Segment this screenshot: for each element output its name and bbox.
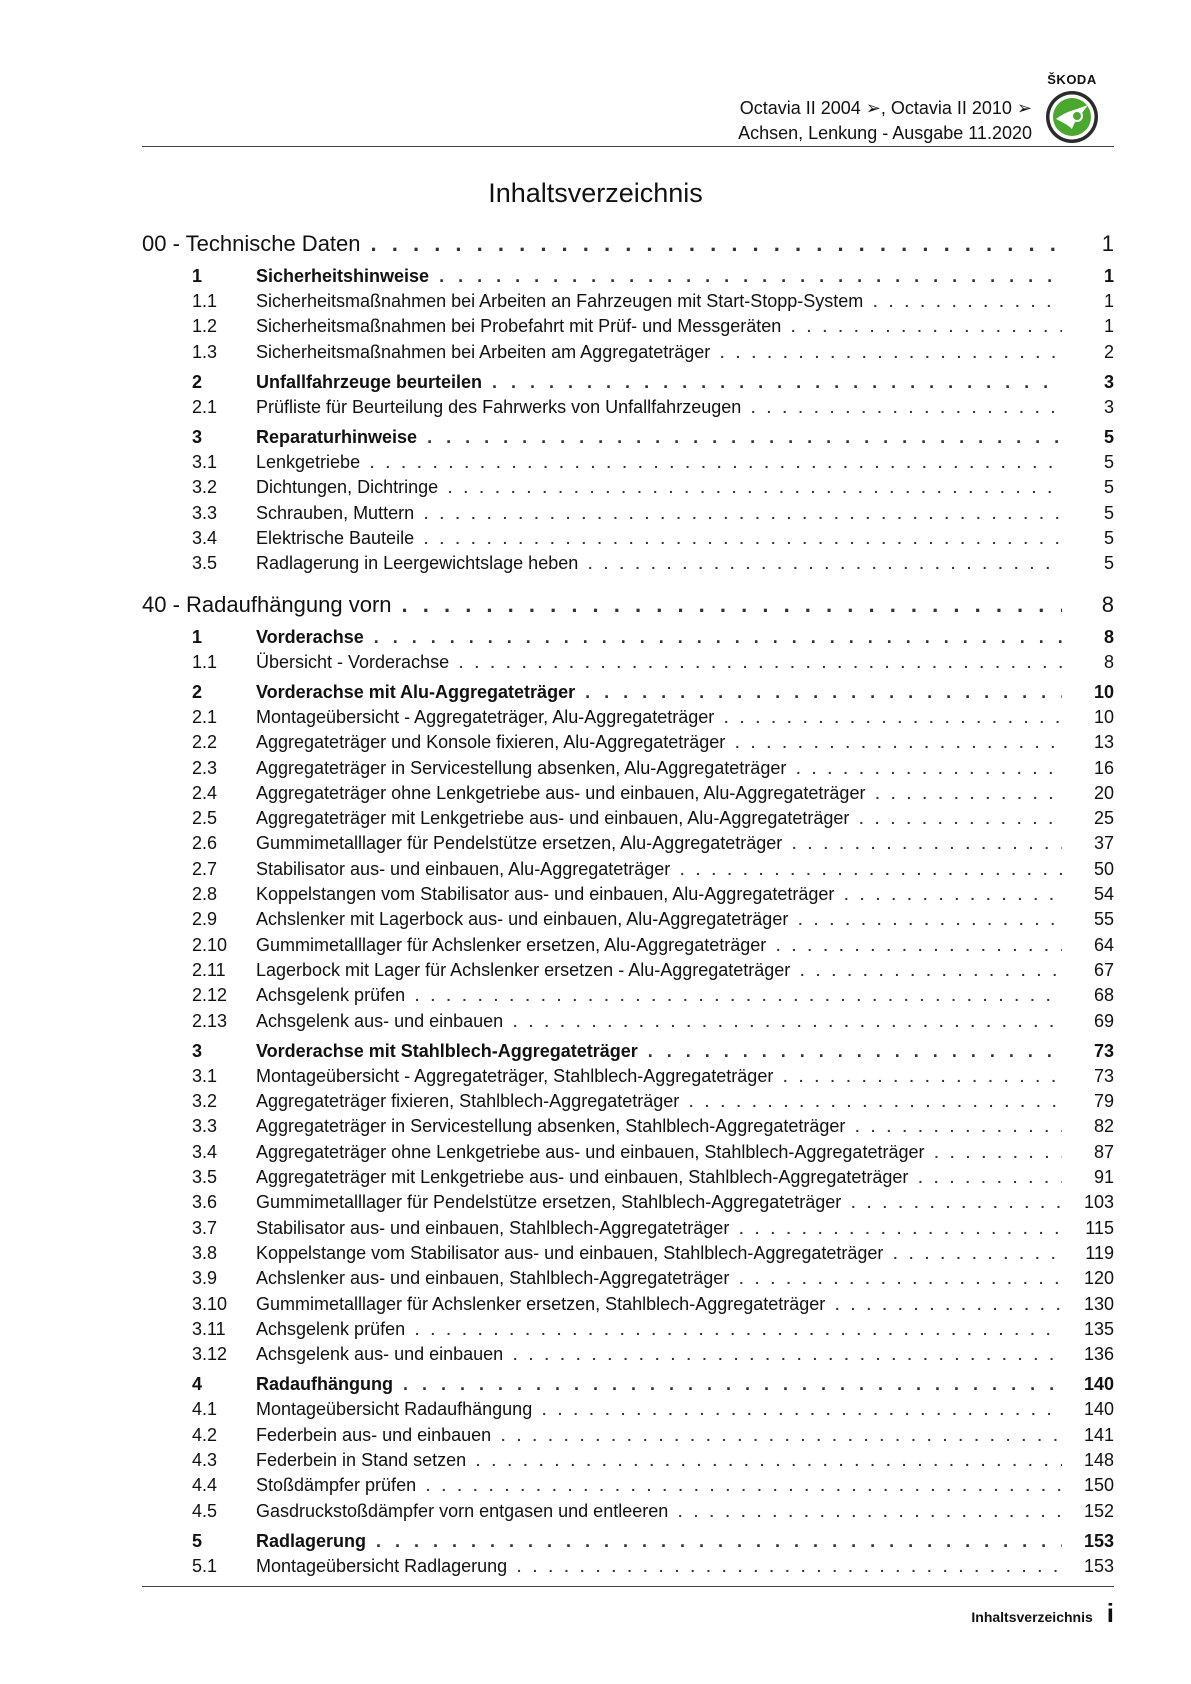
toc-entry-title: Achsgelenk aus- und einbauen xyxy=(256,1010,504,1031)
toc-entry-title: Achsgelenk prüfen xyxy=(256,1318,406,1339)
toc-dot-leader xyxy=(403,1371,1062,1397)
toc-entry-title: Sicherheitshinweise xyxy=(256,266,430,286)
toc-entry-sub[interactable] xyxy=(142,395,1114,420)
toc-entry-number: 3.4 xyxy=(192,528,218,549)
toc-entry-title: Gasdruckstoßdämpfer vorn entgasen und entleeren xyxy=(256,1500,669,1521)
toc-dot-leader xyxy=(873,290,1062,315)
toc-entry-title: Montageübersicht - Aggregateträger, Alu-Aggregateträger xyxy=(256,706,715,727)
toc-entry-page: 2 xyxy=(1103,341,1114,362)
toc-entry-page: 37 xyxy=(1093,833,1114,854)
toc-entry-sub[interactable] xyxy=(142,958,1114,983)
toc-entry-title: 00 - Technische Daten xyxy=(142,231,361,256)
footer-page-number: i xyxy=(1106,1598,1114,1628)
toc-entry-title: Elektrische Bauteile xyxy=(256,528,415,549)
toc-entry-number: 3.10 xyxy=(192,1293,228,1314)
toc-entry-number: 2.1 xyxy=(192,706,218,727)
toc-entry-title: Dichtungen, Dichtringe xyxy=(256,477,439,498)
toc-entry-section[interactable] xyxy=(142,424,1114,450)
toc-entry-page: 140 xyxy=(1083,1374,1114,1395)
toc-entry-title: Achslenker mit Lagerbock aus- und einbauen, Alu-Aggregateträger xyxy=(256,909,789,930)
toc-dot-leader xyxy=(796,757,1062,782)
toc-entry-number: 1.1 xyxy=(192,291,218,311)
toc-entry-title: Aggregateträger und Konsole fixieren, Alu-Aggregateträger xyxy=(256,732,726,753)
toc-entry-title: Sicherheitsmaßnahmen bei Probefahrt mit Prüf- und Messgeräten xyxy=(256,316,782,337)
toc-entry-number: 3.3 xyxy=(192,1116,218,1137)
toc-entry-title: Radlagerung xyxy=(256,1530,367,1551)
toc-dot-leader xyxy=(751,396,1062,421)
toc-dot-leader xyxy=(855,1115,1062,1140)
toc-entry-number: 3 xyxy=(192,427,203,448)
page-header xyxy=(142,62,1114,148)
toc-entry-page: 73 xyxy=(1093,1040,1114,1061)
toc-entry-sub[interactable] xyxy=(142,857,1114,882)
toc-entry-title: Aggregateträger mit Lenkgetriebe aus- und einbauen, Alu-Aggregateträger xyxy=(256,808,850,829)
toc-entry-title: Aggregateträger mit Lenkgetriebe aus- und einbauen, Stahlblech-Aggregateträger xyxy=(256,1167,909,1188)
toc-entry-title: Vorderachse mit Stahlblech-Aggregateträger xyxy=(256,1040,638,1061)
toc-entry-sub[interactable] xyxy=(142,526,1114,551)
toc-entry-sub[interactable] xyxy=(142,907,1114,932)
toc-entry-number: 3.2 xyxy=(192,477,218,498)
toc-entry-page: 5 xyxy=(1103,427,1114,448)
toc-entry-sub[interactable] xyxy=(142,730,1114,755)
page-footer xyxy=(971,1598,1114,1629)
toc-dot-leader xyxy=(859,807,1062,832)
toc-entry-sub[interactable] xyxy=(142,289,1114,314)
toc-dot-leader xyxy=(585,679,1062,705)
toc-entry-title: Montageübersicht Radlagerung xyxy=(256,1555,508,1576)
toc-entry-sub[interactable] xyxy=(142,475,1114,500)
toc-entry-number: 2.13 xyxy=(192,1010,228,1031)
toc-entry-section[interactable] xyxy=(142,679,1114,705)
toc-entry-sub[interactable] xyxy=(142,983,1114,1008)
toc-entry-title: Montageübersicht - Aggregateträger, Stahlblech-Aggregateträger xyxy=(256,1065,774,1086)
toc-dot-leader xyxy=(415,1318,1062,1343)
toc-entry-page: 8 xyxy=(1103,651,1114,672)
toc-entry-page: 5 xyxy=(1103,528,1114,549)
toc-entry-number: 4.5 xyxy=(192,1500,218,1521)
toc-dot-leader xyxy=(835,1293,1062,1318)
toc-entry-page: 50 xyxy=(1093,858,1114,879)
toc-entry-number: 3.11 xyxy=(192,1318,226,1339)
toc-entry-sub[interactable] xyxy=(142,831,1114,856)
toc-entry-number: 3.3 xyxy=(192,502,218,523)
toc-entry-sub[interactable] xyxy=(142,806,1114,831)
toc-dot-leader xyxy=(501,1424,1062,1449)
toc-dot-leader xyxy=(893,1242,1062,1267)
toc-dot-leader xyxy=(798,908,1062,933)
toc-dot-leader xyxy=(875,782,1062,807)
toc-entry-number: 3.6 xyxy=(192,1192,218,1213)
toc-entry-title: Gummimetalllager für Pendelstütze ersetzen, Alu-Aggregateträger xyxy=(256,833,783,854)
toc-dot-leader xyxy=(851,1191,1062,1216)
toc-entry-number: 3.5 xyxy=(192,553,218,574)
toc-dot-leader xyxy=(689,1090,1062,1115)
toc-entry-number: 1.3 xyxy=(192,341,218,362)
toc-dot-leader xyxy=(724,706,1062,731)
table-of-contents xyxy=(142,228,1114,1579)
toc-entry-page: 10 xyxy=(1093,706,1114,727)
toc-dot-leader xyxy=(792,832,1062,857)
toc-entry-page: 82 xyxy=(1093,1116,1114,1137)
toc-entry-sub[interactable] xyxy=(142,1241,1114,1266)
toc-entry-number: 3.9 xyxy=(192,1268,218,1289)
toc-entry-sub[interactable] xyxy=(142,933,1114,958)
toc-entry-number: 2.12 xyxy=(192,985,228,1006)
toc-dot-leader xyxy=(517,1555,1062,1580)
toc-entry-page: 153 xyxy=(1083,1530,1114,1551)
toc-entry-number: 2.5 xyxy=(192,808,218,829)
toc-entry-page: 3 xyxy=(1103,371,1114,392)
toc-dot-leader xyxy=(800,959,1062,984)
toc-entry-title: Sicherheitsmaßnahmen bei Arbeiten am Aggregateträger xyxy=(256,341,711,362)
toc-entry-page: 79 xyxy=(1093,1091,1114,1112)
toc-entry-number: 5.1 xyxy=(192,1555,218,1576)
toc-dot-leader xyxy=(739,1217,1062,1242)
toc-entry-page: 1 xyxy=(1103,266,1114,286)
header-model-line: Octavia II 2004 ➢, Octavia II 2010 ➢ xyxy=(739,98,1032,118)
toc-entry-sub[interactable] xyxy=(142,450,1114,475)
toc-entry-page: 64 xyxy=(1093,934,1114,955)
toc-entry-title: Lenkgetriebe xyxy=(256,452,361,473)
toc-entry-section[interactable] xyxy=(142,1038,1114,1064)
toc-entry-number: 2.4 xyxy=(192,782,218,803)
toc-entry-number: 4.1 xyxy=(192,1399,218,1420)
page-title: Inhaltsverzeichnis xyxy=(488,178,703,209)
toc-entry-title: Sicherheitsmaßnahmen bei Arbeiten an Fahrzeugen mit Start-Stopp-System xyxy=(256,291,864,311)
brand-wordmark: ŠKODA xyxy=(1047,72,1097,87)
toc-entry-page: 1 xyxy=(1101,231,1114,256)
toc-entry-title: Aggregateträger ohne Lenkgetriebe aus- und einbauen, Alu-Aggregateträger xyxy=(256,782,866,803)
toc-entry-number: 1.1 xyxy=(192,651,218,672)
toc-dot-leader xyxy=(542,1398,1062,1423)
toc-dot-leader xyxy=(476,1449,1062,1474)
toc-entry-sub[interactable] xyxy=(142,1448,1114,1473)
toc-entry-number: 2 xyxy=(192,681,203,702)
toc-entry-number: 1 xyxy=(192,626,203,647)
toc-dot-leader xyxy=(783,1065,1062,1090)
toc-entry-sub[interactable] xyxy=(142,340,1114,365)
toc-entry-sub[interactable] xyxy=(142,1089,1114,1114)
toc-entry-sub[interactable] xyxy=(142,1499,1114,1524)
toc-dot-leader xyxy=(844,883,1062,908)
skoda-logo-icon xyxy=(1044,89,1100,145)
toc-entry-page: 68 xyxy=(1093,985,1114,1006)
footer-divider xyxy=(142,1586,1114,1587)
toc-entry-page: 150 xyxy=(1083,1475,1114,1496)
toc-dot-leader xyxy=(720,341,1062,366)
toc-dot-leader xyxy=(513,1010,1062,1035)
toc-dot-leader xyxy=(791,315,1062,340)
toc-entry-title: Achsgelenk aus- und einbauen xyxy=(256,1344,504,1365)
toc-entry-number: 2.2 xyxy=(192,732,218,753)
toc-entry-page: 1 xyxy=(1103,291,1114,311)
toc-entry-title: Schrauben, Muttern xyxy=(256,502,415,523)
toc-entry-title: Stabilisator aus- und einbauen, Stahlblech-Aggregateträger xyxy=(256,1217,730,1238)
toc-entry-page: 130 xyxy=(1083,1293,1114,1314)
toc-entry-page: 5 xyxy=(1103,502,1114,523)
toc-entry-page: 1 xyxy=(1103,316,1114,337)
toc-entry-sub[interactable] xyxy=(142,1397,1114,1422)
toc-entry-title: Radlagerung in Leergewichtslage heben xyxy=(256,553,579,574)
toc-entry-title: 40 - Radaufhängung vorn xyxy=(142,591,392,617)
toc-dot-leader xyxy=(513,1343,1062,1368)
toc-entry-number: 3.12 xyxy=(192,1344,228,1365)
toc-entry-title: Koppelstangen vom Stabilisator aus- und einbauen, Alu-Aggregateträger xyxy=(256,884,835,905)
toc-dot-leader xyxy=(371,228,1062,259)
toc-entry-title: Vorderachse mit Alu-Aggregateträger xyxy=(256,681,576,702)
toc-entry-number: 1 xyxy=(192,266,203,286)
toc-entry-sub[interactable] xyxy=(142,882,1114,907)
toc-entry-page: 153 xyxy=(1083,1555,1114,1576)
toc-entry-number: 2.7 xyxy=(192,858,218,879)
header-divider xyxy=(142,146,1114,147)
toc-dot-leader xyxy=(370,451,1062,476)
toc-dot-leader xyxy=(680,858,1062,883)
toc-entry-chapter[interactable] xyxy=(142,228,1114,259)
toc-dot-leader xyxy=(648,1038,1062,1064)
toc-entry-chapter[interactable] xyxy=(142,589,1114,620)
toc-entry-page: 25 xyxy=(1093,808,1114,829)
toc-entry-number: 2.3 xyxy=(192,757,218,778)
toc-entry-sub[interactable] xyxy=(142,756,1114,781)
toc-entry-number: 3 xyxy=(192,1040,203,1061)
toc-entry-number: 3.1 xyxy=(192,1065,218,1086)
toc-entry-title: Stoßdämpfer prüfen xyxy=(256,1475,417,1496)
toc-entry-title: Aggregateträger in Servicestellung absenken, Stahlblech-Aggregateträger xyxy=(256,1116,846,1137)
toc-entry-number: 2.11 xyxy=(192,959,226,980)
toc-dot-leader xyxy=(439,263,1062,289)
toc-entry-sub[interactable] xyxy=(142,1114,1114,1139)
toc-entry-page: 103 xyxy=(1083,1192,1114,1213)
toc-dot-leader xyxy=(402,589,1062,620)
toc-entry-number: 2.8 xyxy=(192,884,218,905)
toc-entry-page: 140 xyxy=(1083,1399,1114,1420)
toc-dot-leader xyxy=(735,731,1062,756)
toc-entry-sub[interactable] xyxy=(142,1165,1114,1190)
toc-entry-page: 73 xyxy=(1093,1065,1114,1086)
toc-entry-sub[interactable] xyxy=(142,1292,1114,1317)
toc-dot-leader xyxy=(934,1141,1062,1166)
toc-entry-title: Vorderachse xyxy=(256,626,364,647)
toc-entry-number: 2.9 xyxy=(192,909,218,930)
toc-entry-sub[interactable] xyxy=(142,1009,1114,1034)
toc-entry-page: 5 xyxy=(1103,477,1114,498)
toc-entry-page: 136 xyxy=(1083,1344,1114,1365)
toc-entry-number: 4 xyxy=(192,1374,203,1395)
toc-entry-page: 141 xyxy=(1083,1424,1114,1445)
toc-entry-page: 5 xyxy=(1103,553,1114,574)
toc-entry-sub[interactable] xyxy=(142,501,1114,526)
toc-entry-sub[interactable] xyxy=(142,1190,1114,1215)
toc-entry-number: 1.2 xyxy=(192,316,218,337)
toc-dot-leader xyxy=(918,1166,1062,1191)
toc-dot-leader xyxy=(427,424,1062,450)
toc-entry-sub[interactable] xyxy=(142,781,1114,806)
toc-entry-sub[interactable] xyxy=(142,1140,1114,1165)
toc-entry-title: Stabilisator aus- und einbauen, Alu-Aggregateträger xyxy=(256,858,671,879)
toc-entry-title: Gummimetalllager für Achslenker ersetzen, Alu-Aggregateträger xyxy=(256,934,767,955)
toc-dot-leader xyxy=(426,1474,1062,1499)
footer-label: Inhaltsverzeichnis xyxy=(971,1609,1093,1625)
toc-entry-page: 20 xyxy=(1093,782,1114,803)
toc-entry-title: Koppelstange vom Stabilisator aus- und einbauen, Stahlblech-Aggregateträger xyxy=(256,1242,884,1263)
toc-entry-title: Gummimetalllager für Pendelstütze ersetzen, Stahlblech-Aggregateträger xyxy=(256,1192,842,1213)
toc-entry-title: Übersicht - Vorderachse xyxy=(256,651,450,672)
toc-entry-title: Lagerbock mit Lager für Achslenker ersetzen - Alu-Aggregateträger xyxy=(256,959,791,980)
toc-entry-page: 67 xyxy=(1093,959,1114,980)
toc-entry-sub[interactable] xyxy=(142,1423,1114,1448)
toc-entry-title: Prüfliste für Beurteilung des Fahrwerks von Unfallfahrzeugen xyxy=(256,396,742,417)
toc-entry-page: 148 xyxy=(1083,1449,1114,1470)
toc-entry-sub[interactable] xyxy=(142,1473,1114,1498)
toc-dot-leader xyxy=(424,527,1062,552)
toc-entry-title: Aggregateträger fixieren, Stahlblech-Aggregateträger xyxy=(256,1091,680,1112)
toc-entry-page: 69 xyxy=(1093,1010,1114,1031)
header-edition-line: Achsen, Lenkung - Ausgabe 11.2020 xyxy=(738,123,1032,143)
toc-entry-sub[interactable] xyxy=(142,551,1114,576)
toc-entry-title: Federbein in Stand setzen xyxy=(256,1449,467,1470)
toc-entry-sub[interactable] xyxy=(142,1216,1114,1241)
toc-entry-title: Aggregateträger in Servicestellung absenken, Alu-Aggregateträger xyxy=(256,757,787,778)
toc-entry-number: 2 xyxy=(192,371,203,392)
header-text xyxy=(738,96,1032,146)
toc-entry-number: 2.1 xyxy=(192,396,218,417)
toc-entry-section[interactable] xyxy=(142,1528,1114,1554)
toc-entry-title: Gummimetalllager für Achslenker ersetzen, Stahlblech-Aggregateträger xyxy=(256,1293,826,1314)
toc-dot-leader xyxy=(678,1500,1062,1525)
toc-entry-title: Aggregateträger ohne Lenkgetriebe aus- und einbauen, Stahlblech-Aggregateträger xyxy=(256,1141,925,1162)
toc-entry-number: 4.4 xyxy=(192,1475,218,1496)
toc-entry-section[interactable] xyxy=(142,263,1114,289)
toc-entry-number: 3.5 xyxy=(192,1167,218,1188)
toc-entry-page: 5 xyxy=(1103,452,1114,473)
toc-dot-leader xyxy=(776,934,1062,959)
toc-entry-title: Achslenker aus- und einbauen, Stahlblech-Aggregateträger xyxy=(256,1268,730,1289)
toc-entry-sub[interactable] xyxy=(142,1266,1114,1291)
toc-entry-page: 91 xyxy=(1093,1167,1114,1188)
toc-entry-number: 4.2 xyxy=(192,1424,218,1445)
toc-entry-sub[interactable] xyxy=(142,1554,1114,1579)
toc-entry-number: 3.2 xyxy=(192,1091,218,1112)
toc-entry-number: 5 xyxy=(192,1530,203,1551)
toc-entry-number: 2.6 xyxy=(192,833,218,854)
toc-entry-number: 3.4 xyxy=(192,1141,218,1162)
toc-entry-sub[interactable] xyxy=(142,1064,1114,1089)
toc-dot-leader xyxy=(424,502,1062,527)
toc-entry-page: 119 xyxy=(1085,1242,1114,1263)
toc-entry-number: 3.7 xyxy=(192,1217,218,1238)
toc-entry-number: 4.3 xyxy=(192,1449,218,1470)
toc-entry-number: 3.8 xyxy=(192,1242,218,1263)
toc-entry-title: Federbein aus- und einbauen xyxy=(256,1424,492,1445)
toc-entry-page: 8 xyxy=(1103,626,1114,647)
toc-entry-page: 10 xyxy=(1093,681,1114,702)
toc-entry-page: 54 xyxy=(1093,884,1114,905)
toc-entry-sub[interactable] xyxy=(142,314,1114,339)
toc-entry-page: 135 xyxy=(1083,1318,1114,1339)
toc-entry-section[interactable] xyxy=(142,1371,1114,1397)
toc-entry-page: 13 xyxy=(1093,732,1114,753)
toc-entry-sub[interactable] xyxy=(142,1342,1114,1367)
toc-dot-leader xyxy=(492,369,1062,395)
toc-dot-leader xyxy=(588,552,1062,577)
toc-entry-page: 152 xyxy=(1083,1500,1114,1521)
toc-entry-page: 115 xyxy=(1085,1217,1114,1238)
toc-entry-section[interactable] xyxy=(142,369,1114,395)
toc-entry-number: 2.10 xyxy=(192,934,228,955)
toc-entry-title: Radaufhängung xyxy=(256,1374,393,1395)
toc-dot-leader xyxy=(739,1267,1062,1292)
toc-entry-number: 3.1 xyxy=(192,452,218,473)
toc-dot-leader xyxy=(376,1528,1062,1554)
toc-entry-page: 87 xyxy=(1093,1141,1114,1162)
toc-entry-sub[interactable] xyxy=(142,705,1114,730)
toc-entry-page: 3 xyxy=(1103,396,1114,417)
toc-dot-leader xyxy=(459,651,1062,676)
toc-dot-leader xyxy=(415,984,1062,1009)
toc-entry-sub[interactable] xyxy=(142,650,1114,675)
toc-entry-page: 8 xyxy=(1101,591,1114,617)
toc-entry-section[interactable] xyxy=(142,624,1114,650)
toc-entry-title: Reparaturhinweise xyxy=(256,427,418,448)
toc-entry-sub[interactable] xyxy=(142,1317,1114,1342)
toc-entry-page: 16 xyxy=(1093,757,1114,778)
toc-entry-page: 55 xyxy=(1093,909,1114,930)
toc-entry-title: Unfallfahrzeuge beurteilen xyxy=(256,371,483,392)
toc-entry-title: Montageübersicht Radaufhängung xyxy=(256,1399,533,1420)
toc-dot-leader xyxy=(448,476,1062,501)
toc-entry-page: 120 xyxy=(1083,1268,1114,1289)
toc-entry-title: Achsgelenk prüfen xyxy=(256,985,406,1006)
toc-dot-leader xyxy=(374,624,1062,650)
